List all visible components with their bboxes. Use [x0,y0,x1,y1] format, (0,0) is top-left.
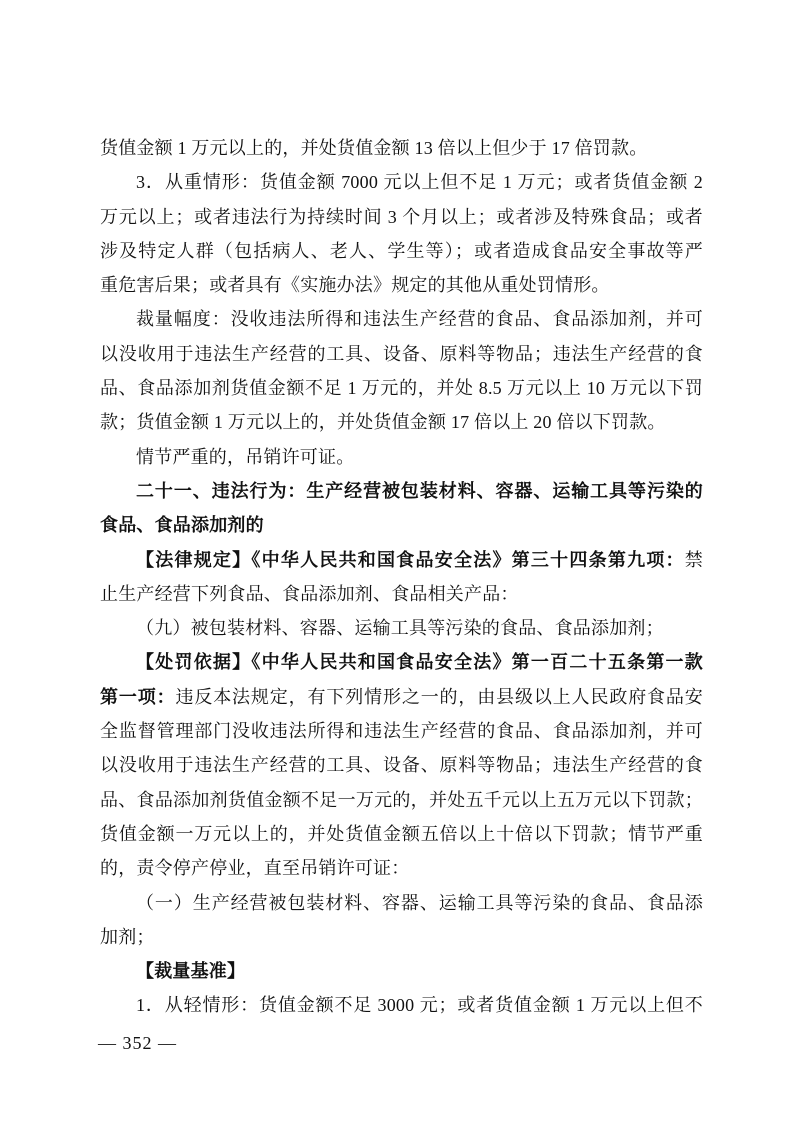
text-segment: （一）生产经营被包装材料、容器、运输工具等污染的食品、食品添 [136,892,703,913]
aggravating-circumstances-line-1 [100,165,703,199]
bold-text-segment: 【裁量基准】 [136,961,246,982]
text-segment: 1．从轻情形：货值金额不足 3000 元；或者货值金额 1 万元以上但不 [136,995,703,1016]
legal-provision-line-2 [100,577,703,611]
text-block [100,131,703,1023]
bold-text-segment: 【处罚依据】《中华人民共和国食品安全法》第一百二十五条第一款 [136,652,703,673]
text-segment: 款；货值金额 1 万元以上的，并处货值金额 17 倍以上 20 倍以下罚款。 [100,412,666,433]
penalty-basis-line-3 [100,714,703,748]
text-segment: 的，责令停产停业，直至吊销许可证： [100,858,410,879]
bold-text-segment: 食品、食品添加剂的 [100,515,264,536]
discretion-scope-line-4 [100,405,703,439]
text-segment: 裁量幅度：没收违法所得和违法生产经营的食品、食品添加剂，并可 [136,309,703,330]
aggravating-circumstances-line-4 [100,268,703,302]
text-segment: 禁 [684,549,703,570]
legal-provision-item-9-line [100,611,703,645]
penalty-basis-item-1-line-1 [100,886,703,920]
penalty-basis-line-4 [100,748,703,782]
page-number: — 352 — [98,1033,177,1053]
text-segment: 货值金额一万元以上的，并处货值金额五倍以上十倍以下罚款；情节严重 [100,823,703,844]
text-segment: 3．从重情形：货值金额 7000 元以上但不足 1 万元；或者货值金额 2 [136,172,703,193]
text-segment: 品、食品添加剂货值金额不足 1 万元的，并处 8.5 万元以上 10 万元以下罚 [100,378,703,399]
text-segment: 全监督管理部门没收违法所得和违法生产经营的食品、食品添加剂，并可 [100,721,703,742]
discretion-scope-line-3 [100,371,703,405]
discretion-range-tail-line [100,131,703,165]
text-segment: 止生产经营下列食品、食品添加剂、食品相关产品： [100,583,519,604]
serious-circumstances-line [100,440,703,474]
penalty-basis-line-5 [100,783,703,817]
text-segment: 情节严重的，吊销许可证。 [136,446,355,467]
legal-provision-line-1 [100,543,703,577]
section-21-heading-line-2 [100,508,703,542]
discretion-scope-line-2 [100,337,703,371]
penalty-basis-line-1 [100,645,703,679]
penalty-basis-line-6 [100,817,703,851]
bold-text-segment: 【法律规定】《中华人民共和国食品安全法》第三十四条第九项： [136,549,685,570]
penalty-basis-line-2 [100,680,703,714]
text-segment: 涉及特定人群（包括病人、老人、学生等）；或者造成食品安全事故等严 [100,240,703,261]
text-segment: 以没收用于违法生产经营的工具、设备、原料等物品；违法生产经营的食 [100,755,703,776]
bold-text-segment: 第一项： [100,686,176,707]
section-21-heading-line-1 [100,474,703,508]
mitigating-circumstances-line-1 [100,988,703,1022]
text-segment: 万元以上；或者违法行为持续时间 3 个月以上；或者涉及特殊食品；或者 [100,206,703,227]
penalty-basis-line-7 [100,851,703,885]
penalty-basis-item-1-line-2 [100,920,703,954]
text-segment: 以没收用于违法生产经营的工具、设备、原料等物品；违法生产经营的食 [100,343,703,364]
text-segment: （九）被包装材料、容器、运输工具等污染的食品、食品添加剂； [136,618,664,639]
aggravating-circumstances-line-2 [100,200,703,234]
aggravating-circumstances-line-3 [100,234,703,268]
discretion-benchmark-heading [100,954,703,988]
text-segment: 加剂； [100,926,155,947]
text-segment: 重危害后果；或者具有《实施办法》规定的其他从重处罚情形。 [100,275,610,296]
text-segment: 品、食品添加剂货值金额不足一万元的，并处五千元以上五万元以下罚款； [100,789,703,810]
text-segment: 违反本法规定，有下列情形之一的，由县级以上人民政府食品安 [175,686,703,707]
bold-text-segment: 二十一、违法行为：生产经营被包装材料、容器、运输工具等污染的 [136,480,703,501]
discretion-scope-line-1 [100,302,703,336]
text-segment: 货值金额 1 万元以上的，并处货值金额 13 倍以上但少于 17 倍罚款。 [100,138,648,158]
